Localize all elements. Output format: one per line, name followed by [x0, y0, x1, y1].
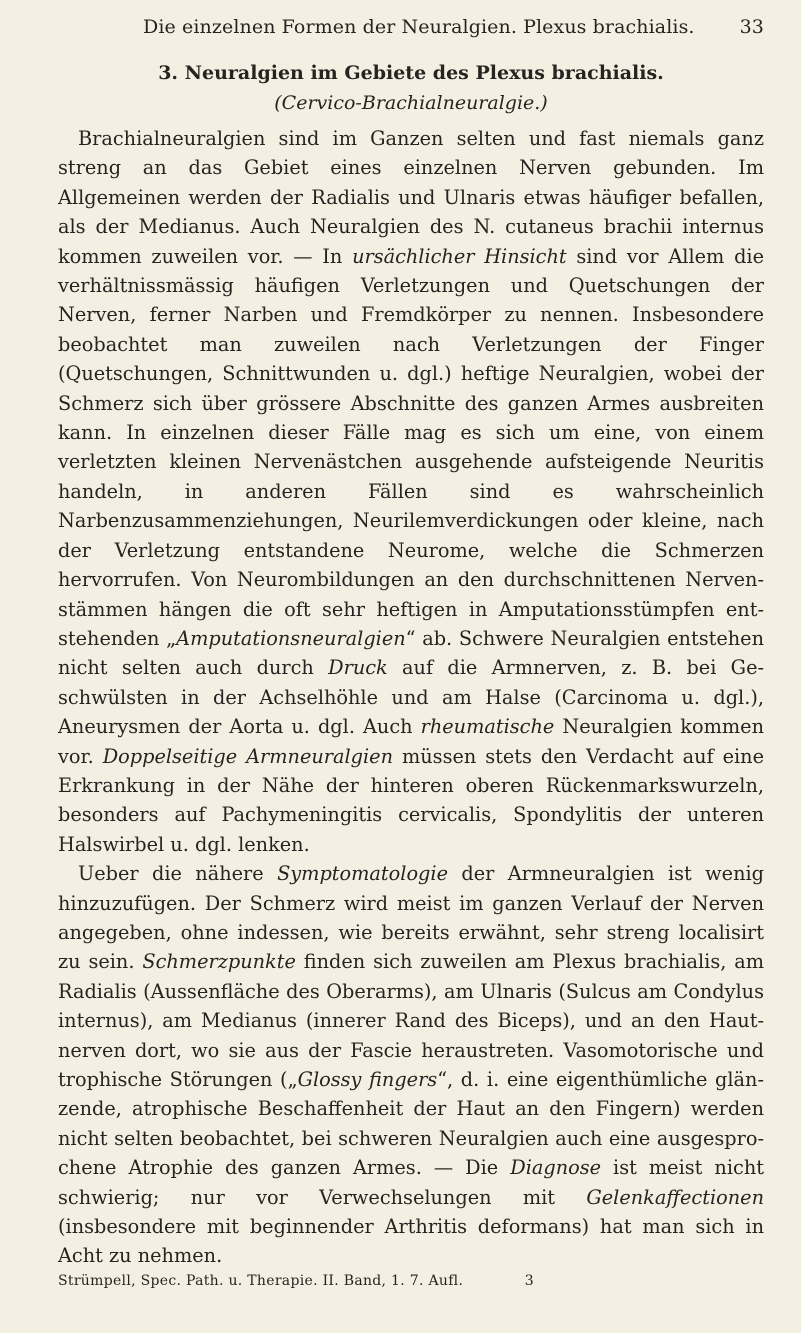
book-page: [58, 16, 764, 1289]
section-subtitle: (Cervico-Brachialneuralgie.): [274, 92, 548, 114]
section-title: 3. Neuralgien im Gebiete des Plexus brachialis.: [158, 62, 664, 84]
emphasized-term: Symptomatologie: [277, 862, 448, 886]
paragraph: Brachialneuralgien sind im Ganzen selten und fast niemals ganz streng an das Gebiet eines einzelnen Nerven gebunden. Im Allgemeinen werden der Radialis und Ulnaris etwas häufiger befallen, als der Medianus. Auch Neuralgien des N. cutaneus brachii internus kommen zuweilen vor. — In ursächlicher Hinsicht sind vor Allem die verhältnissmässig häufigen Verletzungen und Quetschungen der Nerven, ferner Narben und Fremdkörper zu nennen. Insbesondere beobachtet man zuweilen nach Verletzungen der Finger (Quetschungen, Schnittwunden u. dgl.) heftige Neuralgien, wobei der Schmerz sich über grössere Abschnitte des ganzen Armes ausbreiten kann. In einzelnen dieser Fälle mag es sich um eine, von einem verletzten kleinen Nervenästchen ausgehende aufsteigende Neuritis handeln, in anderen Fällen sind es wahrscheinlich Narbenzusammenziehungen, Neurilemverdickungen oder kleine, nach der Verletzung entstandene Neurome, welche die Schmerzen hervorrufen. Von Neurombildungen an den durchschnittenen Nervenstämmen hängen die oft sehr heftigen in Amputationsstümpfen entstehenden „Amputationsneuralgien“ ab. Schwere Neuralgien entstehen nicht selten auch durch Druck auf die Armnerven, z. B. bei Geschwülsten in der Achselhöhle und am Halse (Carcinoma u. dgl.), Aneurysmen der Aorta u. dgl. Auch rheumatische Neuralgien kommen vor. Doppelseitige Armneuralgien müssen stets den Verdacht auf eine Erkrankung in der Nähe der hinteren oberen Rückenmarkswurzeln, besonders auf Pachymeningitis cervicalis, Spondylitis der unteren Halswirbel u. dgl. lenken.: [58, 127, 764, 856]
running-title: Die einzelnen Formen der Neuralgien. Plexus brachialis.: [143, 16, 695, 38]
emphasized-term: ursächlicher Hinsicht: [352, 244, 567, 268]
body-text: [58, 124, 764, 1271]
signature-mark: 3: [524, 1272, 534, 1289]
emphasized-term: Diagnose: [510, 1156, 602, 1180]
emphasized-term: rheumatische: [420, 715, 555, 739]
paragraph: Ueber die nähere Symptomatologie der Armneuralgien ist wenig hinzuzufügen. Der Schmerz wird meist im ganzen Verlauf der Nerven angegeben, ohne indessen, wie bereits erwähnt, sehr streng localisirt zu sein. Schmerzpunkte finden sich zuweilen am Plexus brachialis, am Radialis (Aussenfläche des Oberarms), am Ulnaris (Sulcus am Condylus internus), am Medianus (innerer Rand des Biceps), und an den Hautnerven dort, wo sie aus der Fascie heraustreten. Vasomotorische und trophische Störungen („Glossy fingers“, d. i. eine eigenthümliche glänzende, atrophische Beschaffenheit der Haut an den Fingern) werden nicht selten beobachtet, bei schweren Neuralgien auch eine ausgesprochene Atrophie des ganzen Armes. — Die Diagnose ist meist nicht schwierig; nur vor Verwechselungen mit Gelenkaffectionen (insbesondere mit beginnender Arthritis deformans) hat man sich in Acht zu nehmen.: [58, 862, 765, 1268]
emphasized-term: Druck: [328, 656, 388, 680]
page-number: 33: [739, 16, 764, 38]
emphasized-term: Gelenkaffectionen: [586, 1185, 764, 1209]
footer: [58, 1273, 764, 1289]
emphasized-term: Amputationsneuralgien: [176, 626, 406, 650]
footer-citation: Strümpell, Spec. Path. u. Therapie. II. Band, 1. 7. Aufl.: [58, 1272, 464, 1289]
emphasized-term: Doppelseitige Armneuralgien: [102, 744, 394, 768]
emphasized-term: Glossy fingers: [297, 1068, 438, 1091]
emphasized-term: Schmerzpunkte: [142, 950, 296, 974]
running-header: [58, 16, 764, 50]
